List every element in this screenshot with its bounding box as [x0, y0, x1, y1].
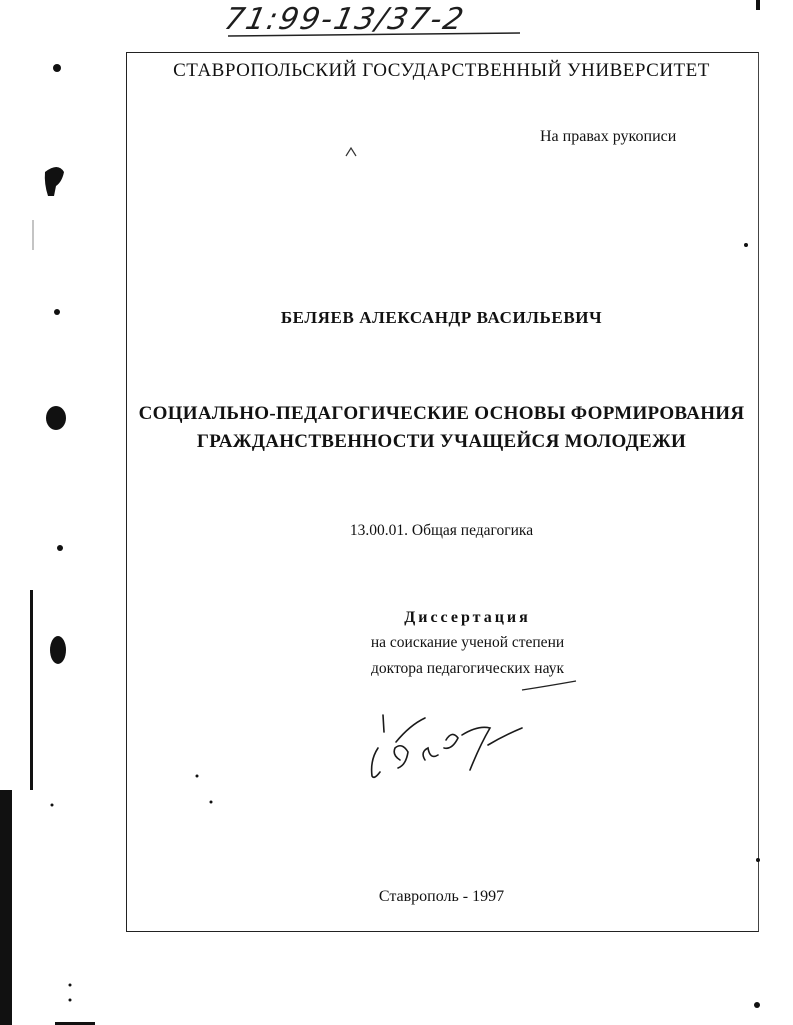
- signature: [372, 715, 522, 777]
- title-line-1: СОЦИАЛЬНО-ПЕДАГОГИЧЕСКИЕ ОСНОВЫ ФОРМИРОВАНИЯ: [138, 403, 745, 424]
- author-name: БЕЛЯЕВ АЛЕКСАНДР ВАСИЛЬЕВИЧ: [280, 308, 603, 327]
- pen-underline: [522, 681, 576, 690]
- city-year: Ставрополь - 1997: [378, 888, 505, 905]
- rights-notice: На правах рукописи: [540, 128, 677, 145]
- dissertation-type: Диссертация: [404, 609, 531, 626]
- archive-mark: 71:99-13/37-2: [221, 2, 469, 37]
- caret-mark: [346, 148, 356, 156]
- title-line-2: ГРАЖДАНСТВЕННОСТИ УЧАЩЕЙСЯ МОЛОДЕЖИ: [196, 431, 687, 452]
- archive-mark-underline: [228, 33, 520, 36]
- degree-line-2: доктора педагогических наук: [371, 660, 564, 677]
- degree-line-1: на соискание ученой степени: [370, 634, 565, 651]
- specialty-code: 13.00.01. Общая педагогика: [349, 522, 534, 539]
- university-name: СТАВРОПОЛЬСКИЙ ГОСУДАРСТВЕННЫЙ УНИВЕРСИТЕТ: [173, 60, 710, 81]
